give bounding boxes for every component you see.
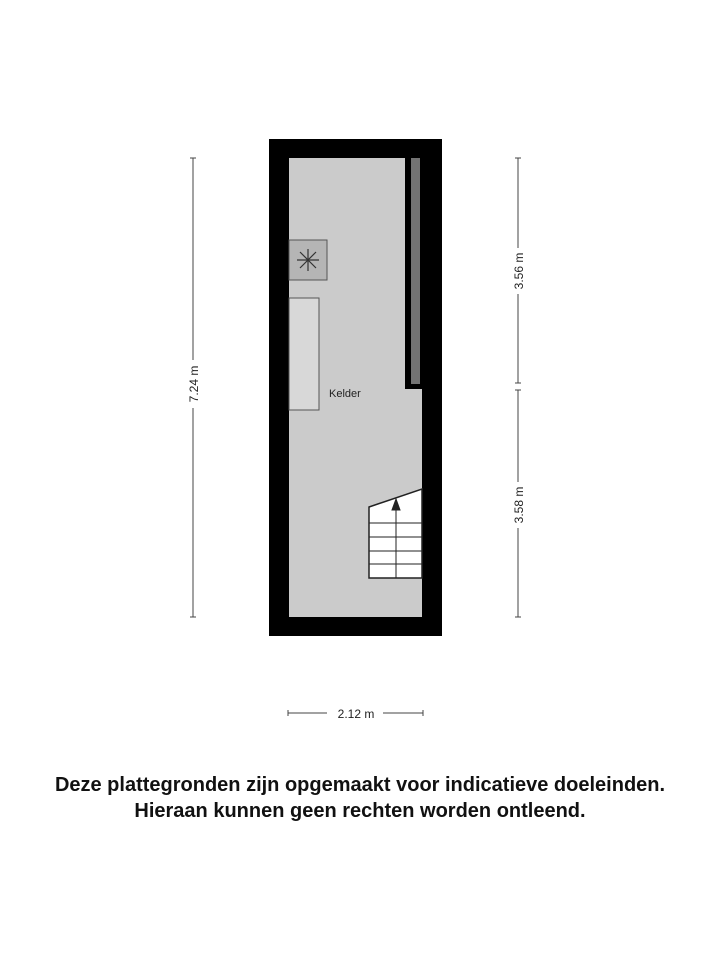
- counter: [289, 298, 319, 410]
- wall-niche: [411, 158, 420, 384]
- room-label: Kelder: [329, 388, 361, 400]
- dimension-right: [515, 158, 521, 617]
- fan-unit: [289, 240, 327, 280]
- dimension-total-height: 7.24 m: [187, 365, 201, 403]
- fan-icon: [297, 249, 319, 271]
- disclaimer-line-1: Deze plattegronden zijn opgemaakt voor indicatieve doeleinden.: [54, 774, 666, 796]
- disclaimer-line-2: Hieraan kunnen geen rechten worden ontleend.: [134, 800, 586, 822]
- dimension-right-upper: 3.56 m: [512, 252, 526, 290]
- dimension-right-lower: 3.58 m: [512, 486, 526, 524]
- dimension-width: 2.12 m: [337, 707, 375, 721]
